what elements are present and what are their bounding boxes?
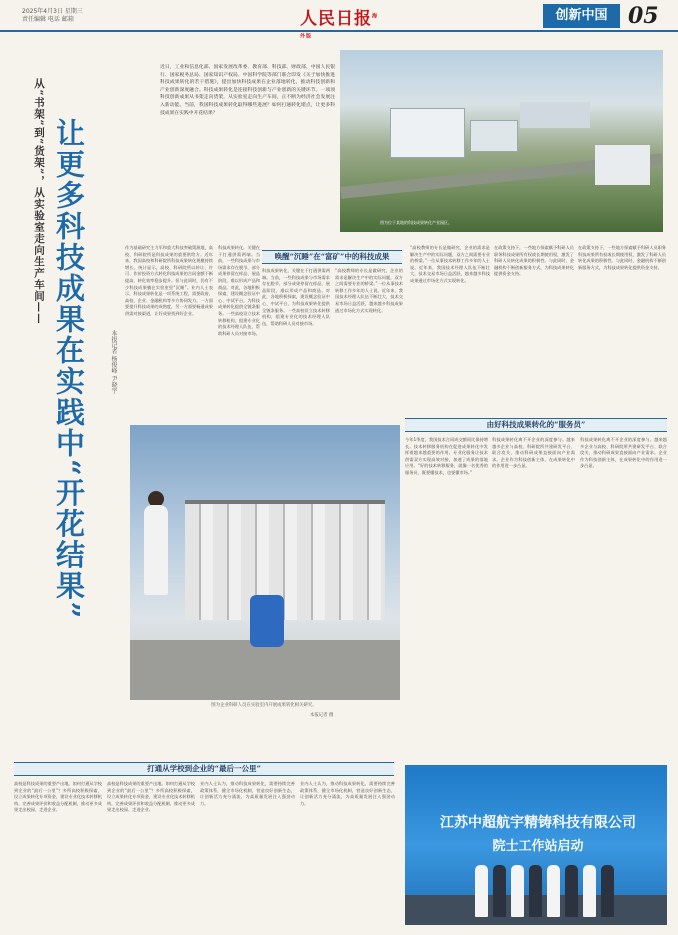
- body-column-7: 科技成果转化离不开企业的深度参与。越来越多企业与高校、科研院所共建研发平台、联合攻关，推动科研成果直接面向产业需求。企业作为科技创新主体，在成果转化中的作用进一步凸显。: [580, 437, 667, 469]
- building-shape: [520, 102, 590, 128]
- logo-tag: 海外版: [300, 13, 379, 40]
- equipment-shape: [185, 500, 385, 620]
- person-figure: [583, 865, 596, 917]
- page-number: 05: [628, 3, 659, 29]
- body-column-11: 业内人士认为，推动科技成果转化，需要持续完善政策体系，健全市场化机制，营造良好创新生态，让创新活力充分涌流，为高质量发展注入强劲动力。: [300, 781, 395, 806]
- section-heading-1: 唤醒“沉睡”在“富矿”中的科技成果: [262, 250, 402, 264]
- building-shape: [595, 145, 650, 185]
- event-photo: [405, 765, 667, 925]
- header-date: [22, 8, 83, 24]
- person-figure: [493, 865, 506, 917]
- body-column-4: 在政策支持下，一些地方探索赋予科研人员职务科技成果所有权或长期使用权，激发了科研人员转化成果的积极性。与此同时，金融机构不断创新服务方式，为科技成果转化提供资金支持。: [494, 245, 574, 277]
- lead-paragraph: 近日，工业和信息化部、国家发展改革委、教育部、科技部、财政部、中国人民银行、国家税务总局、国家知识产权局、中国科学院等部门联合印发《关于加快推进科技成果转化的若干措施》，提出加快科技成果在企业落地转化，推动科技创新和产业创新深度融合。科技成果转化是连接科技创新与产业创新的关键环节。一项项科技创新成果从书架走向货架，从实验室走向生产车间，正不断为经济社会发展注入新动能。当前，我国科技成果转化取得哪些进展？如何打通转化堵点，让更多科技成果在实践中开花结果？: [160, 65, 335, 116]
- lab-photo: [130, 425, 400, 700]
- person-figure: [547, 865, 560, 917]
- body-column-3: “高校教师的专长是做研究，企业的需求是解决生产中的实际问题，双方之间需要专业的桥梁。”一位从事技术转移工作多年的人士说。近年来，我国技术经理人队伍不断壮大，技术交易市场日益活跃，越来越多科技成果通过市场化方式实现转化。: [335, 268, 403, 313]
- body-column-1: 作为基础研究主力军和重大科技突破策源地，高校、科研院所是科技成果的重要供给方。近年来，我国高校和科研院所科技成果转化规模持续增长。统计显示，高校、科研院所以转让、许可、作价投资方式转化科技成果的合同金额不断提高，转化效率稳步提升。但与此同时，仍有不少科技成果躺在实验室里“沉睡”。业内人士表示，科技成果转化是一项系统工程，需要政府、高校、企业、金融机构等多方协同发力。一方面要提升科技成果的成熟度，另一方面要畅通成果供需对接渠道，让好成果找到好企业。: [125, 245, 213, 316]
- body-column-10: 业内人士认为，推动科技成果转化，需要持续完善政策体系，健全市场化机制，营造良好创新生态，让创新活力充分涌流，为高质量发展注入强劲动力。: [200, 781, 295, 806]
- headline-title: 让更多科技成果在实践中“开花结果”: [52, 118, 86, 621]
- blue-drum-shape: [250, 595, 284, 647]
- event-banner-title: 院士工作站启动: [492, 839, 584, 854]
- person-figure: [565, 865, 578, 917]
- researcher-figure: [144, 505, 168, 595]
- factory-caption: 图为位于某地的科技成果转化产业园区。: [380, 220, 452, 225]
- headline-subtitle: 从“书架”到“货架”，从实验室走向生产车间——: [33, 78, 45, 325]
- factory-aerial-photo: [340, 50, 663, 232]
- floor-shape: [130, 640, 400, 700]
- building-shape: [470, 120, 518, 152]
- body-column-5: 今年1季度，我国技术合同成交额同比保持增长。技术转移服务机构在促进成果转化中发挥着越来越重要的作用。专业化服务让技术供需双方实现高效对接，加速了成果的落地应用。“好的技术转移服务，就像一名优秀的服务员，既要懂技术，也要懂市场。”: [405, 437, 488, 475]
- section-heading-2: 由好科技成果转化的“服务员”: [405, 418, 667, 432]
- body-column-8: 高校是科技成果的重要产出地。如何打通从学校到企业的“最后一公里”？多所高校积极探索，设立成果转化专项资金，建设专业化技术转移机构，完善成果评价和收益分配机制，推动更多成果走出校园、走进企业。: [14, 781, 102, 813]
- newspaper-logo: [300, 4, 380, 40]
- body-column-4b: 在政策支持下，一些地方探索赋予科研人员职务科技成果所有权或长期使用权，激发了科研人员转化成果的积极性。与此同时，金融机构不断创新服务方式，为科技成果转化提供资金支持。: [578, 245, 666, 270]
- person-figure: [511, 865, 524, 917]
- body-column-2: 科技成果转化，关键在于打通供需两端。当前，一些科技成果与市场需求存在脱节，部分成果停留在样品、展品阶段，难以形成产品和商品。对此，各地积极探索，建设概念验证中心、中试平台，为科技成果转化提供全链条服务。一些高校设立技术转移机构，组建专业化的技术经理人队伍，帮助科研人员对接市场。: [262, 268, 330, 326]
- section-heading-3: 打通从学校到企业的“最后一公里”: [14, 762, 394, 776]
- lab-credit: 本报记者 摄: [310, 713, 334, 718]
- body-column-6: 科技成果转化离不开企业的深度参与。越来越多企业与高校、科研院所共建研发平台、联合攻关，推动科研成果直接面向产业需求。企业作为科技创新主体，在成果转化中的作用进一步凸显。: [492, 437, 575, 469]
- contact-line: 责任编辑 电话 邮箱: [22, 16, 74, 23]
- person-figure: [529, 865, 542, 917]
- logo-text: 人民日报: [300, 9, 372, 29]
- event-banner-company: 江苏中超航宇精铸科技有限公司: [440, 815, 636, 831]
- person-figure: [601, 865, 614, 917]
- column-tag: 创新中国: [543, 4, 620, 28]
- body-column-9: 高校是科技成果的重要产出地。如何打通从学校到企业的“最后一公里”？多所高校积极探索，设立成果转化专项资金，建设专业化技术转移机构，完善成果评价和收益分配机制，推动更多成果走出校园、走进企业。: [107, 781, 195, 813]
- lab-caption: 图为企业科研人员在实验室内开展成果转化相关研究。: [211, 703, 317, 708]
- byline: 本报记者 杨俊峰 尹晓宇: [110, 330, 117, 394]
- body-column-2a: 科技成果转化，关键在于打通供需两端。当前，一些科技成果与市场需求存在脱节，部分成果停留在样品、展品阶段，难以形成产品和商品。对此，各地积极探索，建设概念验证中心、中试平台，为科技成果转化提供全链条服务。一些高校设立技术转移机构，组建专业化的技术经理人队伍，帮助科研人员对接市场。: [218, 245, 260, 336]
- body-column-4a: “高校教师的专长是做研究，企业的需求是解决生产中的实际问题，双方之间需要专业的桥梁。”一位从事技术转移工作多年的人士说。近年来，我国技术经理人队伍不断壮大，技术交易市场日益活跃，越来越多科技成果通过市场化方式实现转化。: [410, 245, 490, 283]
- person-figure: [475, 865, 488, 917]
- date-line: 2025年4月3日 星期三: [22, 8, 83, 15]
- building-shape: [390, 108, 465, 158]
